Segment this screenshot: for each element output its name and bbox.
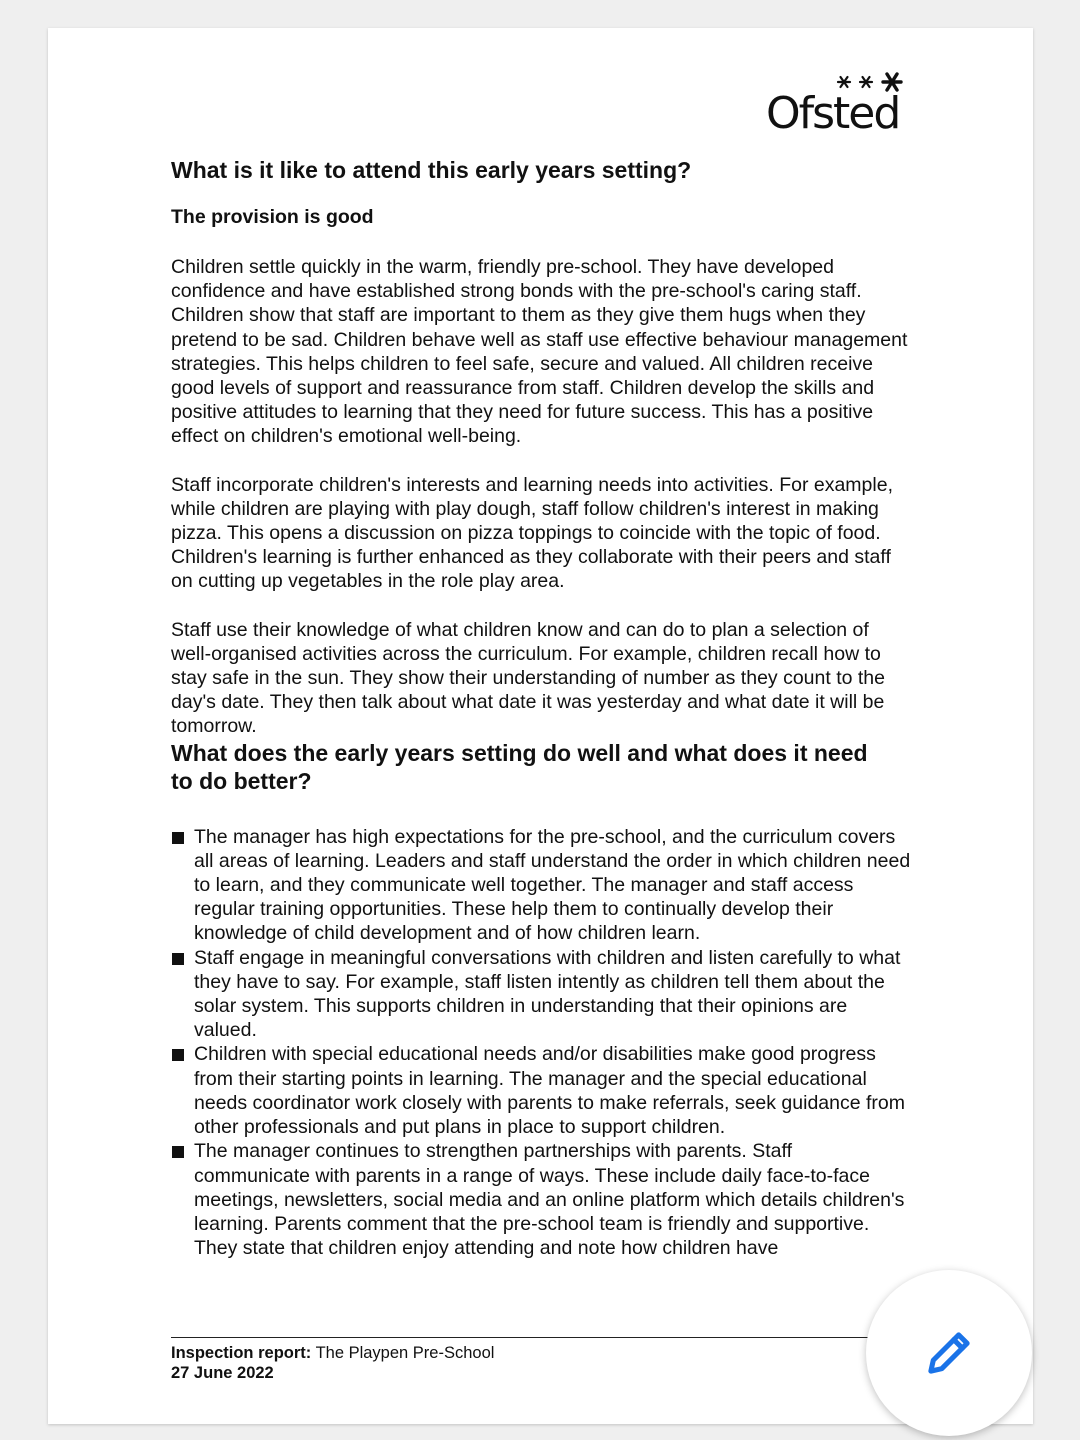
pencil-icon — [920, 1324, 978, 1382]
list-item — [171, 825, 911, 946]
edit-button[interactable] — [866, 1270, 1032, 1436]
logo-wordmark: Ofsted — [766, 88, 900, 139]
square-bullet-icon — [172, 953, 184, 965]
list-item — [171, 946, 911, 1043]
list-item — [171, 1042, 911, 1139]
footer-setting-name: The Playpen Pre-School — [315, 1344, 495, 1362]
provision-grade: The provision is good — [171, 206, 374, 228]
square-bullet-icon — [172, 1146, 184, 1158]
list-item-text: The manager has high expectations for the pre-school, and the curriculum covers all areas of learning. Leaders and staff understand the order in which children need to learn, and they communicate well together. The manager and staff access regular training opportunities. These help them to continually develop their knowledge of child development and of how children learn. — [194, 825, 911, 945]
findings-list — [171, 825, 911, 1261]
square-bullet-icon — [172, 1049, 184, 1061]
document-page[interactable] — [48, 28, 1033, 1424]
list-item — [171, 1139, 911, 1260]
footer-label: Inspection report: — [171, 1344, 312, 1362]
list-item-text: Staff engage in meaningful conversations with children and listen carefully to what they have to say. For example, staff listen intently as children tell them about the solar system. This supports children in understanding that their opinions are valued. — [194, 946, 901, 1042]
section-heading-attend: What is it like to attend this early years setting? — [171, 157, 692, 183]
square-bullet-icon — [172, 832, 184, 844]
report-content — [171, 156, 911, 1260]
list-item-text: Children with special educational needs and/or disabilities make good progress from their starting points in learning. The manager and the special educational needs coordinator work closely with parents to make referrals, seek guidance from other professionals and put plans in place to support children. — [194, 1043, 905, 1139]
paragraph: Children settle quickly in the warm, friendly pre-school. They have developed confidence and have established strong bonds with the pre-school's caring staff. Children show that staff are important to them as they give them hugs when they pretend to be sad. Children behave well as staff use effective behaviour management strategies. This helps children to feel safe, secure and valued. All children receive good levels of support and reassurance from staff. Children develop the skills and positive attitudes to learning that they need for future success. This has a positive effect on children's emotional well-being. — [171, 256, 908, 448]
paragraph: Staff use their knowledge of what children know and can do to plan a selection of well-organised activities across the curriculum. For example, children recall how to stay safe in the sun. They show their understanding of number as they count to the day's date. They then talk about what date it was yesterday and what date it will be tomorrow. — [171, 618, 885, 738]
ofsted-logo — [766, 68, 916, 140]
list-item-text: The manager continues to strengthen partnerships with parents. Staff communicate with parents in a range of ways. These include daily face-to-face meetings, newsletters, social media and an online platform which details children's learning. Parents comment that the pre-school team is friendly and supportive. They state that children enjoy attending and note how children have — [194, 1140, 905, 1260]
footer-date: 27 June 2022 — [171, 1364, 274, 1382]
footer-divider — [171, 1337, 871, 1338]
section-heading-do-well: What does the early years setting do well and what does it need to do better? — [171, 739, 868, 794]
page-footer — [171, 1343, 494, 1383]
paragraph: Staff incorporate children's interests and learning needs into activities. For example, while children are playing with play dough, staff follow children's interest in making pizza. This opens a discussion on pizza toppings to coincide with the topic of food. Children's learning is further enhanced as they collaborate with their peers and staff on cutting up vegetables in the role play area. — [171, 473, 893, 593]
